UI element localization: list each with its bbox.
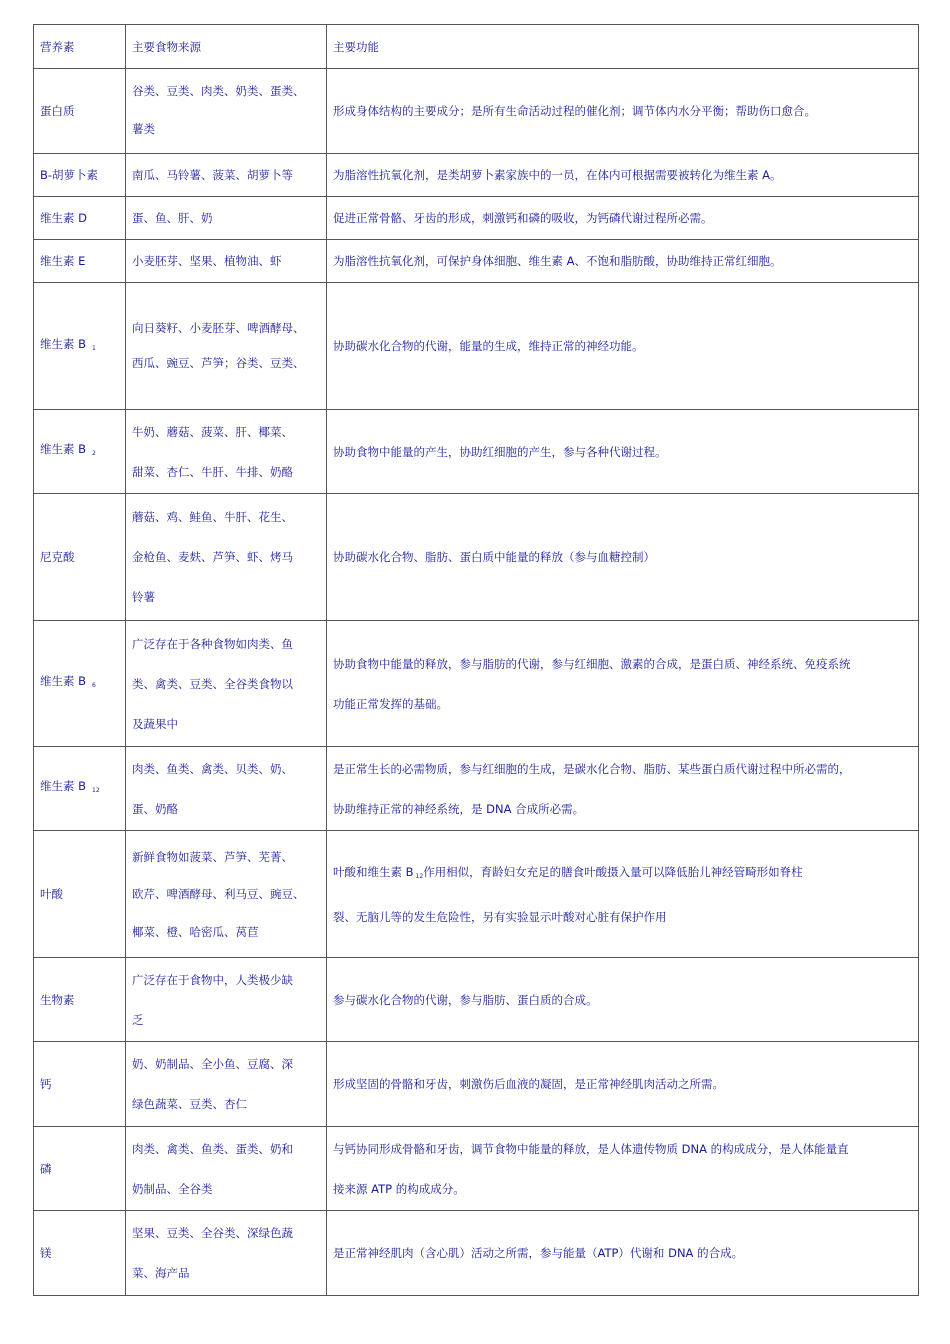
- food-source-line: 西瓜、豌豆、芦笋；谷类、豆类、: [132, 356, 305, 370]
- nutrient-table: [33, 24, 919, 1296]
- table-header-row: [34, 25, 919, 69]
- nutrient-function: [327, 1211, 919, 1296]
- function-line-text: 叶酸和维生素 B: [333, 864, 414, 879]
- subscript: 12: [415, 872, 424, 880]
- food-source-line: 薯类: [132, 121, 155, 136]
- nutrient-name: 尼克酸: [34, 494, 126, 621]
- function-line: 裂、无脑儿等的发生危险性，另有实验显示叶酸对心脏有保护作用: [333, 909, 667, 924]
- function-line: 协助碳水化合物、脂肪、蛋白质中能量的释放（参与血糖控制）: [333, 550, 655, 564]
- food-source-line: 甜菜、杏仁、牛肝、牛排、奶酪: [132, 464, 293, 479]
- table-row: [34, 958, 919, 1042]
- nutrient-name-text: 维生素 B: [40, 442, 87, 456]
- food-source: [126, 831, 327, 958]
- subscript: 12: [92, 787, 100, 794]
- subscript: 2: [92, 450, 96, 457]
- food-source: [126, 494, 327, 621]
- food-source-line: 肉类、鱼类、禽类、贝类、奶、: [132, 761, 293, 776]
- nutrient-function: [327, 283, 919, 410]
- table-row: [34, 154, 919, 197]
- food-source: [126, 410, 327, 494]
- function-line: 协助食物中能量的产生，协助红细胞的产生，参与各种代谢过程。: [333, 444, 667, 459]
- table-row: [34, 240, 919, 283]
- table-row: [34, 747, 919, 831]
- nutrient-function: [327, 958, 919, 1042]
- function-line: 促进正常骨骼、牙齿的形成，刺激钙和磷的吸收，为钙磷代谢过程所必需。: [333, 211, 713, 225]
- food-source: [126, 154, 327, 197]
- nutrient-function: [327, 747, 919, 831]
- nutrient-name-text: 维生素 B: [40, 336, 87, 351]
- function-line: 形成身体结构的主要成分；是所有生命活动过程的催化剂；调节体内水分平衡；帮助伤口愈合。: [333, 104, 816, 118]
- food-source-line: 肉类、禽类、鱼类、蛋类、奶和: [132, 1141, 293, 1156]
- food-source: [126, 197, 327, 240]
- table-row: [34, 494, 919, 621]
- nutrient-name: 蛋白质: [34, 69, 126, 154]
- header-food-source: 主要食物来源: [126, 25, 327, 69]
- food-source: [126, 958, 327, 1042]
- food-source: [126, 1042, 327, 1127]
- function-line-text: 作用相似，育龄妇女充足的膳食叶酸摄入量可以降低胎儿神经管畸形如脊柱: [423, 864, 803, 879]
- table-row: [34, 197, 919, 240]
- function-line: 协助食物中能量的释放，参与脂肪的代谢，参与红细胞、激素的合成，是蛋白质、神经系统、免疫系统: [333, 656, 851, 671]
- function-line: 协助碳水化合物的代谢，能量的生成，维持正常的神经功能。: [333, 339, 644, 353]
- nutrient-function: [327, 1042, 919, 1127]
- food-source-line: 类、禽类、豆类、全谷类食物以: [132, 676, 293, 691]
- nutrient-function: [327, 831, 919, 958]
- nutrient-function: [327, 197, 919, 240]
- food-source-line: 坚果、豆类、全谷类、深绿色蔬: [132, 1226, 293, 1240]
- food-source-line: 奶、奶制品、全小鱼、豆腐、深: [132, 1057, 293, 1071]
- nutrient-function: [327, 410, 919, 494]
- subscript: 6: [92, 682, 96, 689]
- nutrient-name: [34, 283, 126, 410]
- nutrient-function: [327, 69, 919, 154]
- food-source-line: 广泛存在于食物中，人类极少缺: [132, 972, 293, 987]
- function-line: 功能正常发挥的基础。: [333, 696, 448, 711]
- table-row: [34, 283, 919, 410]
- nutrient-name: 生物素: [34, 958, 126, 1042]
- food-source-line: 蘑菇、鸡、鲑鱼、牛肝、花生、: [132, 510, 293, 524]
- nutrient-name: 钙: [34, 1042, 126, 1127]
- food-source: [126, 1127, 327, 1211]
- header-nutrient: 营养素: [34, 25, 126, 69]
- food-source: [126, 283, 327, 410]
- food-source-line: 小麦胚芽、坚果、植物油、虾: [132, 254, 282, 268]
- food-source-line: 蛋、奶酪: [132, 801, 178, 816]
- function-line: 形成坚固的骨骼和牙齿，刺激伤后血液的凝固，是正常神经肌肉活动之所需。: [333, 1077, 724, 1091]
- nutrient-name: [34, 410, 126, 494]
- nutrient-name: [34, 747, 126, 831]
- nutrient-name: [34, 621, 126, 747]
- food-source-line: 南瓜、马铃薯、菠菜、胡萝卜等: [132, 168, 293, 182]
- food-source-line: 向日葵籽、小麦胚芽、啤酒酵母、: [132, 321, 305, 335]
- function-line: 为脂溶性抗氧化剂，可保护身体细胞、维生素 A、不饱和脂肪酸，协助维持正常红细胞。: [333, 254, 782, 268]
- food-source-line: 欧芹、啤酒酵母、利马豆、豌豆、: [132, 886, 305, 901]
- function-line: 与钙协同形成骨骼和牙齿，调节食物中能量的释放，是人体遗传物质 DNA 的构成成分，是人体能量直: [333, 1141, 849, 1156]
- function-line: 为脂溶性抗氧化剂，是类胡萝卜素家族中的一员，在体内可根据需要被转化为维生素 A。: [333, 168, 782, 182]
- food-source-line: 铃薯: [132, 590, 155, 604]
- nutrient-name-text: 维生素 B: [40, 674, 87, 688]
- food-source-line: 金枪鱼、麦麸、芦笋、虾、烤马: [132, 550, 293, 564]
- subscript: 1: [92, 344, 96, 352]
- food-source-line: 牛奶、蘑菇、菠菜、肝、椰菜、: [132, 424, 293, 439]
- nutrient-function: [327, 154, 919, 197]
- nutrient-name: 磷: [34, 1127, 126, 1211]
- food-source-line: 广泛存在于各种食物如肉类、鱼: [132, 636, 293, 651]
- nutrient-name: 维生素 D: [34, 197, 126, 240]
- function-line: 参与碳水化合物的代谢，参与脂肪、蛋白质的合成。: [333, 992, 598, 1007]
- food-source: [126, 621, 327, 747]
- nutrient-name-text: 维生素 B: [40, 779, 87, 793]
- food-source: [126, 69, 327, 154]
- nutrient-name: 叶酸: [34, 831, 126, 958]
- food-source-line: 谷类、豆类、肉类、奶类、蛋类、: [132, 83, 305, 98]
- table-row: [34, 621, 919, 747]
- function-line: 是正常神经肌肉（含心肌）活动之所需，参与能量（ATP）代谢和 DNA 的合成。: [333, 1246, 744, 1260]
- nutrient-name: 镁: [34, 1211, 126, 1296]
- food-source-line: 奶制品、全谷类: [132, 1181, 213, 1196]
- table-row: [34, 1127, 919, 1211]
- nutrient-function: [327, 240, 919, 283]
- table-row: [34, 1211, 919, 1296]
- food-source-line: 菜、海产品: [132, 1266, 190, 1280]
- table-row: [34, 1042, 919, 1127]
- nutrient-function: [327, 1127, 919, 1211]
- function-line-part: [333, 865, 803, 879]
- nutrient-name: B-胡萝卜素: [34, 154, 126, 197]
- food-source: [126, 240, 327, 283]
- function-line: 协助维持正常的神经系统，是 DNA 合成所必需。: [333, 801, 585, 816]
- food-source-line: 椰菜、橙、哈密瓜、莴苣: [132, 924, 259, 939]
- nutrient-name: 维生素 E: [34, 240, 126, 283]
- table-row: [34, 410, 919, 494]
- food-source-line: 绿色蔬菜、豆类、杏仁: [132, 1097, 247, 1111]
- nutrient-function: [327, 494, 919, 621]
- food-source-line: 新鲜食物如菠菜、芦笋、芜菁、: [132, 849, 293, 864]
- function-line: 接来源 ATP 的构成成分。: [333, 1181, 465, 1196]
- header-function: 主要功能: [327, 25, 919, 69]
- function-line: 是正常生长的必需物质，参与红细胞的生成，是碳水化合物、脂肪、某些蛋白质代谢过程中所必需的，: [333, 761, 851, 776]
- food-source: [126, 1211, 327, 1296]
- food-source: [126, 747, 327, 831]
- nutrient-function: [327, 621, 919, 747]
- function-line: [333, 862, 912, 887]
- table-row: [34, 69, 919, 154]
- food-source-line: 及蔬果中: [132, 716, 178, 731]
- table-row: [34, 831, 919, 958]
- food-source-line: 蛋、鱼、肝、奶: [132, 211, 213, 225]
- food-source-line: 乏: [132, 1012, 144, 1027]
